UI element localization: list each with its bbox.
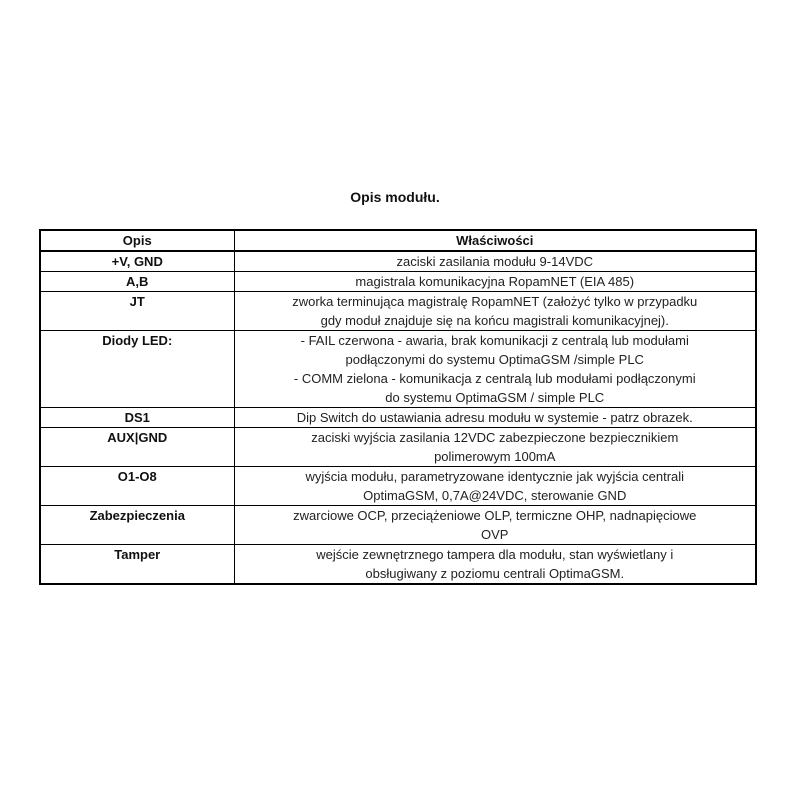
row-key: O1-O8	[40, 467, 234, 506]
table-row	[40, 506, 756, 545]
row-value-line: magistrala komunikacyjna RopamNET (EIA 485)	[355, 274, 635, 289]
row-value	[234, 506, 756, 545]
row-key: +V, GND	[40, 251, 234, 272]
row-value-line: zaciski zasilania modułu 9-14VDC	[396, 254, 594, 269]
table-row	[40, 331, 756, 408]
row-value	[234, 331, 756, 408]
row-value	[234, 408, 756, 428]
module-spec-table	[39, 229, 757, 585]
table-row	[40, 467, 756, 506]
row-value	[234, 292, 756, 331]
row-key: AUX|GND	[40, 428, 234, 467]
row-value	[234, 251, 756, 272]
table-row	[40, 408, 756, 428]
document-title: Opis modułu.	[350, 189, 440, 205]
table-header-row	[40, 230, 756, 251]
row-value-line: wejście zewnętrznego tampera dla modułu, stan wyświetlany i	[316, 547, 674, 562]
header-opis: Opis	[40, 230, 234, 251]
table-row	[40, 251, 756, 272]
row-value-line: gdy moduł znajduje się na końcu magistrali komunikacyjnej).	[320, 313, 669, 328]
row-value	[234, 272, 756, 292]
row-value	[234, 428, 756, 467]
row-key: Tamper	[40, 545, 234, 585]
table-row	[40, 545, 756, 585]
row-value	[234, 467, 756, 506]
row-value-line: obsługiwany z poziomu centrali OptimaGSM.	[365, 566, 625, 581]
row-value-line: wyjścia modułu, parametryzowane identycznie jak wyjścia centrali	[305, 469, 685, 484]
row-value-line: OptimaGSM, 0,7A@24VDC, sterowanie GND	[363, 488, 627, 503]
table-row	[40, 272, 756, 292]
row-value-line: zaciski wyjścia zasilania 12VDC zabezpieczone bezpiecznikiem	[311, 430, 679, 445]
row-value-line: OVP	[481, 527, 509, 542]
row-value-line: do systemu OptimaGSM / simple PLC	[385, 390, 605, 405]
header-wlasciwosci: Właściwości	[234, 230, 756, 251]
row-value-line: polimerowym 100mA	[434, 449, 556, 464]
row-value-line: Dip Switch do ustawiania adresu modułu w systemie - patrz obrazek.	[296, 410, 693, 425]
row-key: A,B	[40, 272, 234, 292]
row-value-line: - COMM zielona - komunikacja z centralą lub modułami podłączonymi	[293, 371, 696, 386]
row-key: Diody LED:	[40, 331, 234, 408]
row-key: DS1	[40, 408, 234, 428]
row-value-line: podłączonymi do systemu OptimaGSM /simple PLC	[345, 352, 644, 367]
table-row	[40, 428, 756, 467]
row-value-line: zwarciowe OCP, przeciążeniowe OLP, termiczne OHP, nadnapięciowe	[293, 508, 697, 523]
row-value	[234, 545, 756, 585]
table-row	[40, 292, 756, 331]
row-value-line: - FAIL czerwona - awaria, brak komunikacji z centralą lub modułami	[300, 333, 689, 348]
row-value-line: zworka terminująca magistralę RopamNET (założyć tylko w przypadku	[292, 294, 698, 309]
row-key: Zabezpieczenia	[40, 506, 234, 545]
row-key: JT	[40, 292, 234, 331]
